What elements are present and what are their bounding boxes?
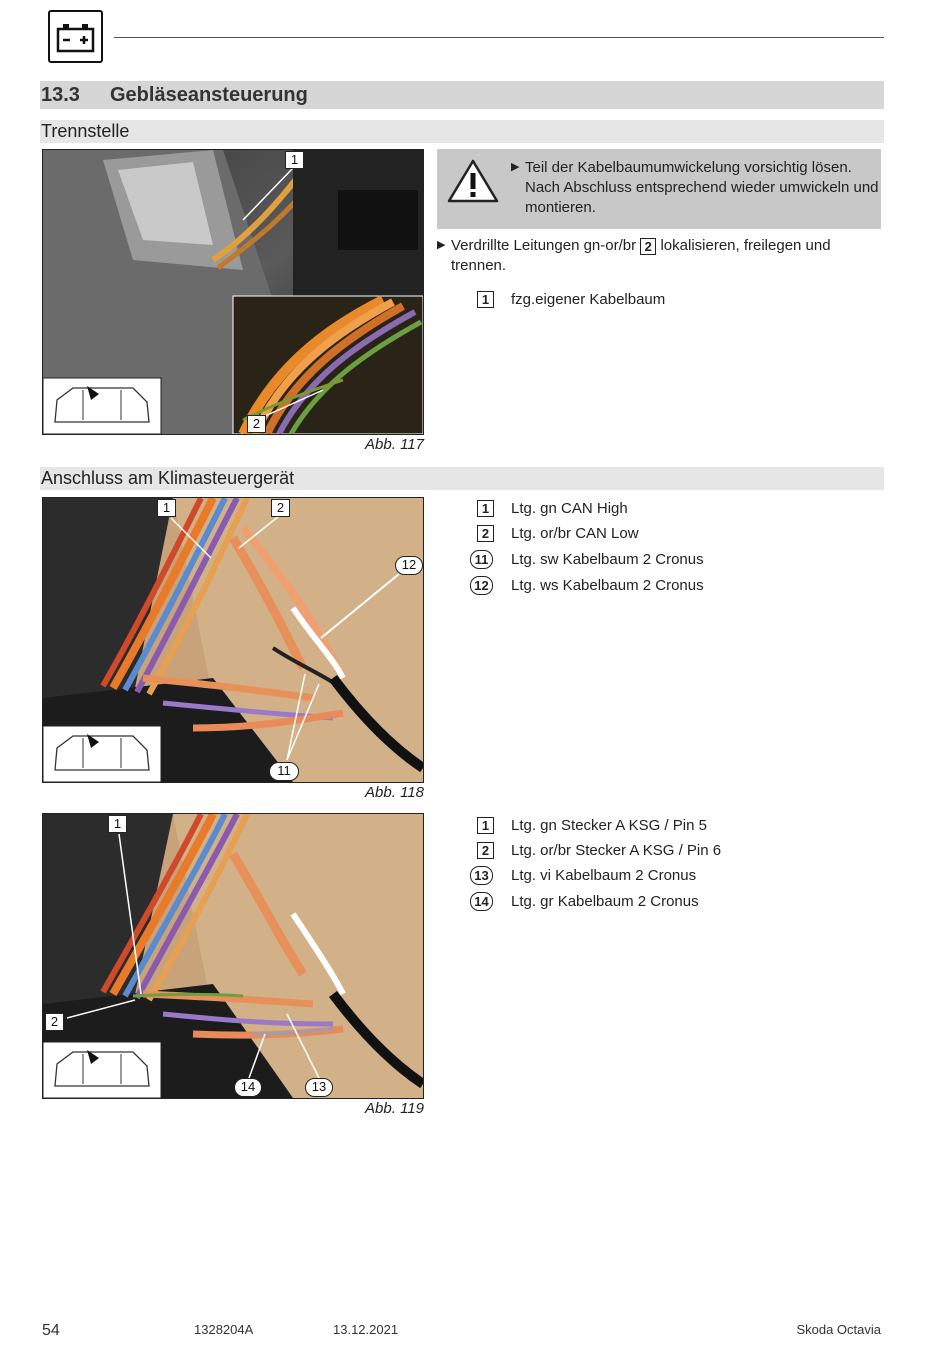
instruction-bullet-icon: ▶ [437, 239, 446, 251]
legend-117-text: fzg.eigener Kabelbaum [511, 291, 666, 308]
figure-118-callout-2: 2 [271, 499, 290, 517]
figure-119-callout-14: 14 [234, 1078, 262, 1097]
legend-117-num: 1 [477, 291, 494, 308]
legend-119-num: 1 [477, 817, 494, 834]
vehicle-name: Skoda Octavia [796, 1322, 881, 1337]
document-date: 13.12.2021 [333, 1322, 399, 1337]
instruction-text [451, 236, 883, 276]
legend-119-num: 2 [477, 842, 494, 859]
legend-119-num: 14 [470, 892, 493, 911]
figure-117-photo [42, 149, 424, 435]
header-rule [114, 37, 884, 38]
legend-118-num: 1 [477, 500, 494, 517]
legend-118-item [477, 500, 877, 518]
page-number: 54 [42, 1322, 60, 1339]
figure-118-callout-12: 12 [395, 556, 423, 575]
warning-text: Teil der Kabelbaumumwickelung vorsichtig lösen. Nach Abschluss entsprechend wieder umwickeln und montieren. [525, 159, 879, 216]
legend-119-item [477, 817, 877, 835]
figure-119-callout-13: 13 [305, 1078, 333, 1097]
legend-118-item [474, 577, 877, 595]
instruction-after: lokalisieren, freilegen und trennen. [451, 237, 831, 274]
legend-119-num: 13 [470, 866, 493, 885]
figure-118-photo [42, 497, 424, 783]
figure-117-callout-1: 1 [285, 151, 304, 169]
figure-118-caption: Abb. 118 [365, 784, 424, 801]
subheading-trennstelle: Trennstelle [41, 121, 130, 141]
instruction-before: Verdrillte Leitungen gn-or/br [451, 237, 637, 254]
legend-119-item [474, 867, 877, 885]
legend-117-item [477, 291, 877, 309]
figure-119-caption: Abb. 119 [365, 1100, 424, 1117]
legend-118-text: Ltg. gn CAN High [511, 500, 628, 517]
legend-118-text: Ltg. sw Kabelbaum 2 Cronus [511, 551, 704, 568]
legend-119-text: Ltg. gn Stecker A KSG / Pin 5 [511, 817, 707, 834]
figure-119-callout-2: 2 [45, 1013, 64, 1031]
warning-bullet-icon: ▶ [511, 161, 520, 173]
section-number: 13.3 [41, 84, 80, 106]
legend-119-text: Ltg. gr Kabelbaum 2 Cronus [511, 893, 699, 910]
warning-triangle-icon [447, 158, 499, 204]
figure-118-callout-11: 11 [269, 762, 299, 781]
section-title: Gebläseansteuerung [110, 84, 308, 106]
legend-118-item [477, 525, 877, 543]
legend-119-text: Ltg. or/br Stecker A KSG / Pin 6 [511, 842, 722, 859]
legend-119-text: Ltg. vi Kabelbaum 2 Cronus [511, 867, 697, 884]
legend-118-num: 2 [477, 525, 494, 542]
subheading-klimasteuergeraet: Anschluss am Klimasteuergerät [41, 468, 295, 488]
legend-118-text: Ltg. or/br CAN Low [511, 525, 639, 542]
legend-118-num: 12 [470, 576, 493, 595]
figure-119-photo [42, 813, 424, 1099]
instruction-ref-2: 2 [640, 238, 656, 255]
figure-118-callout-1: 1 [157, 499, 176, 517]
legend-118-text: Ltg. ws Kabelbaum 2 Cronus [511, 577, 704, 594]
legend-119-item [474, 893, 877, 911]
figure-117-caption: Abb. 117 [365, 436, 424, 453]
battery-icon [48, 10, 103, 63]
subheading-bar [40, 120, 884, 143]
figure-117-callout-2: 2 [247, 415, 266, 433]
legend-118-item [474, 551, 877, 569]
legend-118-num: 11 [470, 550, 493, 569]
legend-119-item [477, 842, 877, 860]
figure-119-callout-1: 1 [108, 815, 127, 833]
document-number: 1328204A [194, 1322, 254, 1337]
